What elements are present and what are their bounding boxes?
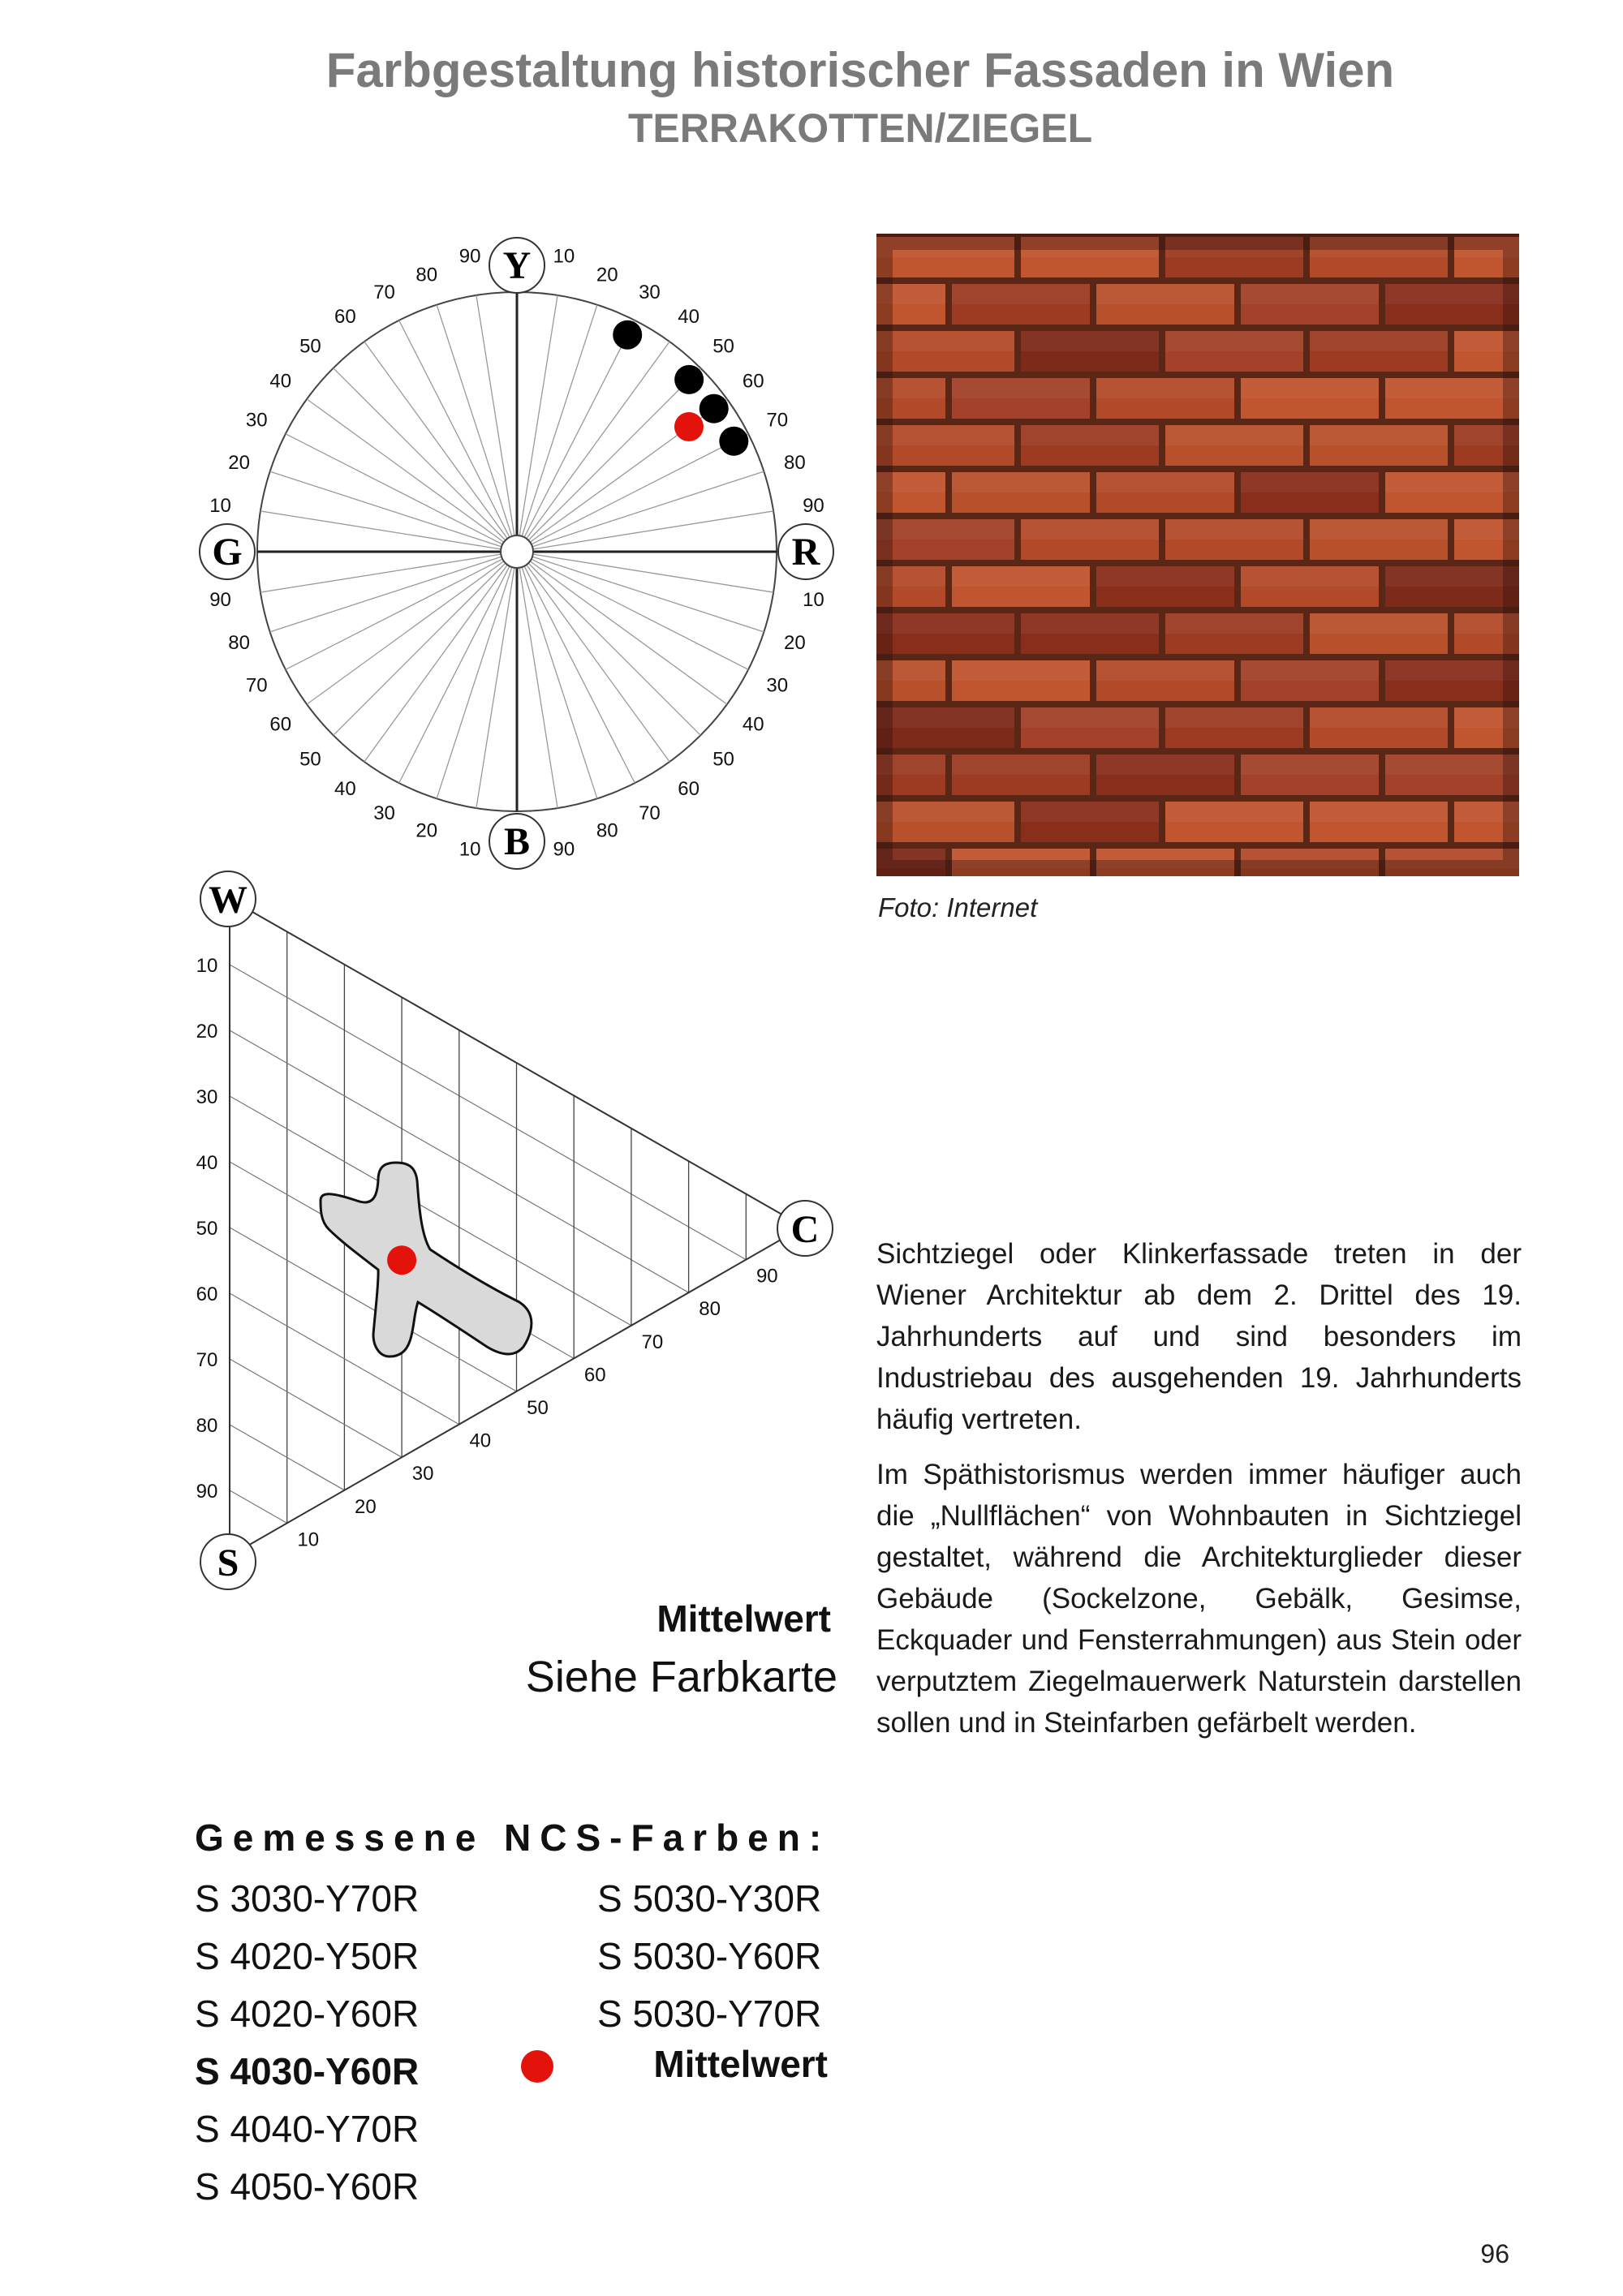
circle-spoke [260,511,501,549]
brick-highlight [876,707,1014,728]
triangle-scale-label: 10 [196,955,218,977]
ncs-code: S 4050-Y60R [195,2165,420,2208]
triangle-scale-label: 30 [196,1086,218,1108]
brick-highlight [1021,613,1159,634]
pole-b [489,814,545,869]
brick-highlight [1021,707,1159,728]
brick-highlight [876,613,1014,634]
body-text [876,1233,1522,1757]
ncs-color-circle [200,238,833,869]
ncs-code: S 5030-Y60R [597,1935,822,1977]
circle-spoke [533,554,773,592]
brick-highlight [952,472,1090,492]
brick-highlight [952,755,1090,775]
pole-w [200,871,256,927]
mean-hue-dot [674,412,704,441]
mean-legend-label: Mittelwert [653,2043,828,2085]
brick-highlight [876,331,1014,351]
triangle-scale-labels [196,955,778,1550]
brick-pattern [876,234,1519,876]
brick-highlight [1385,566,1519,587]
circle-spoke [334,368,506,540]
circle-scale-label: 50 [712,335,734,358]
brick-highlight [1310,519,1448,540]
circle-scale-label: 10 [209,495,231,518]
triangle-scale-label: 90 [756,1265,778,1288]
brick-highlight [1241,472,1379,492]
pole-r [778,524,833,579]
brick-highlight [1021,425,1159,445]
brick-highlight [1021,519,1159,540]
circle-spoke [524,566,635,783]
circle-scale-label: 60 [678,778,700,801]
brick-highlight [1021,331,1159,351]
circle-scale-label: 80 [596,819,618,842]
page-number: 96 [1480,2239,1509,2268]
circle-spoke [399,320,510,537]
circle-scale-label: 50 [299,748,321,771]
circle-scale-label: 30 [639,282,661,304]
brick-highlight [952,566,1090,587]
circle-scale-label: 10 [803,588,824,611]
ncs-code: S 5030-Y30R [597,1877,822,1920]
circle-scale-label: 80 [415,264,438,286]
brick-highlight [1385,378,1519,398]
brick-highlight [952,378,1090,398]
brick-highlight [1310,425,1448,445]
circle-scale-label: 70 [766,409,789,432]
brick-highlight [1241,284,1379,304]
brick-highlight [1165,425,1303,445]
triangle-scale-label: 40 [196,1152,218,1174]
circle-spoke [286,434,502,544]
ncs-list-right [597,1870,821,2043]
mean-sublabel: Siehe Farbkarte [525,1653,837,1701]
ncs-code: S 3030-Y70R [195,1877,420,1920]
circle-spoke [519,295,558,535]
triangle-grid-line [230,1359,402,1457]
triangle-grid-line [230,1490,287,1523]
paragraph: Sichtziegel oder Klinkerfassade treten in der Wiener Architektur ab dem 2. Drittel des 19. Jahrhunderts auf und sind besonders im Industriebau des ausgehenden 19. Jahrhunderts häufig vertreten. [876,1238,1522,1435]
triangle-scale-label: 10 [297,1529,320,1551]
mean-dot-legend [521,2050,553,2083]
brick-highlight [1096,755,1234,775]
ncs-list-title: Gemessene NCS-Farben: [195,1817,831,1859]
pole-c-label: C [790,1208,820,1251]
circle-scale-label: 70 [245,674,268,697]
circle-scale-label: 80 [784,451,806,474]
triangle-scale-label: 80 [196,1415,218,1437]
circle-spoke [334,563,506,735]
brick-highlight [876,519,1014,540]
measured-hue-dot [613,320,642,350]
pole-g-label: G [212,531,243,574]
circle-scale-label: 40 [742,713,764,736]
brick-highlight [1310,331,1448,351]
brick-highlight [952,660,1090,681]
ncs-code-mean: S 4030-Y60R [195,2050,420,2092]
pole-y-label: Y [502,244,532,287]
pole-c [777,1201,833,1256]
triangle-scale-label: 60 [196,1283,218,1305]
ncs-code: S 4020-Y60R [195,1993,420,2035]
brick-highlight [1241,378,1379,398]
triangle-scale-label: 70 [641,1331,664,1353]
circle-scale-label: 60 [269,713,292,736]
circle-scale-label: 20 [784,632,806,655]
circle-scale-label: 90 [209,588,231,611]
brick-highlight [1310,613,1448,634]
ncs-list-left [195,1870,419,2216]
brick-highlight [876,425,1014,445]
circle-spoke [528,368,700,540]
brick-highlight [1165,707,1303,728]
brick-highlight [1385,284,1519,304]
brick-highlight [1385,660,1519,681]
circle-spoke [532,434,748,544]
circle-scale-label: 80 [228,632,250,655]
mean-label: Mittelwert [657,1597,831,1640]
triangle-scale-label: 40 [469,1430,492,1452]
circle-spoke [476,295,514,535]
circle-scale-label: 90 [553,838,575,861]
pole-b-label: B [503,820,531,863]
triangle-scale-label: 20 [196,1021,218,1043]
circle-scale-label: 90 [803,495,824,518]
measured-hue-dot [674,365,704,394]
triangle-grid-line [230,965,746,1260]
photo-caption: Foto: Internet [878,892,1038,922]
circle-scale-label: 30 [245,409,268,432]
circle-scale-label: 30 [766,674,789,697]
brick-highlight [952,284,1090,304]
triangle-scale-label: 60 [583,1364,606,1387]
brick-highlight [1096,378,1234,398]
pole-s [200,1534,256,1589]
circle-center [501,535,533,568]
circle-spoke [533,511,773,549]
pole-s-label: S [217,1541,239,1584]
ncs-code: S 4020-Y50R [195,1935,420,1977]
circle-spoke [476,568,514,808]
brick-highlight [1021,802,1159,822]
circle-scale-label: 40 [678,305,700,328]
triangle-scale-label: 30 [411,1463,434,1486]
circle-scale-label: 90 [458,245,481,268]
brick-highlight [1096,566,1234,587]
brick-highlight [876,802,1014,822]
circle-scale-label: 30 [373,802,395,824]
circle-scale-label: 40 [334,778,356,801]
brick-highlight [1096,660,1234,681]
pole-w-label: W [209,879,248,922]
brick-highlight [1310,802,1448,822]
triangle-scale-label: 50 [527,1397,549,1419]
ncs-code: S 5030-Y70R [597,1993,822,2035]
triangle-scale-label: 70 [196,1349,218,1371]
brick-highlight [1096,472,1234,492]
circle-scale-label: 60 [742,370,764,393]
brick-highlight [1385,472,1519,492]
circle-spoke [528,563,700,735]
pole-y [489,238,545,293]
ncs-code: S 4040-Y70R [195,2108,420,2150]
circle-spoke [519,568,558,808]
circle-scale-label: 20 [415,819,438,842]
circle-scale-label: 20 [596,264,618,286]
circle-scale-label: 20 [228,451,250,474]
brick-highlight [1241,660,1379,681]
brick-highlight [1241,566,1379,587]
paragraph: Im Späthistorismus werden immer häufiger auch die „Nullflächen“ von Wohnbauten in Sichtziegel gestaltet, während die Architekturglieder dieser Gebäude (Sockelzone, Gebälk, Gesimse, Eckquader und Fensterrahmungen) aus Stein oder verputztem Ziegelmauerwerk Naturstein darstellen sollen und in Steinfarben gefärbelt werden. [876,1459,1522,1739]
brick-highlight [1165,613,1303,634]
circle-scale-label: 70 [373,282,395,304]
circle-spoke [524,320,635,537]
circle-scale-label: 70 [639,802,661,824]
circle-spoke [286,559,502,669]
triangle-scale-label: 20 [355,1495,377,1518]
ncs-triangle [196,871,833,1589]
measured-hue-dot [719,427,748,456]
circle-spoke [532,559,748,669]
brick-highlight [1165,519,1303,540]
circle-scale-label: 50 [712,748,734,771]
triangle-mean-dot [387,1245,416,1275]
brick-highlight [1165,802,1303,822]
page-subtitle: TERRAKOTTEN/ZIEGEL [627,105,1093,151]
measured-area [321,1163,532,1357]
triangle-scale-label: 50 [196,1218,218,1240]
page-title: Farbgestaltung historischer Fassaden in Wien [325,43,1395,97]
pole-g [200,524,255,579]
pole-r-label: R [791,531,820,574]
circle-spoke [399,566,510,783]
brick-wall-photo [876,234,1519,876]
brick-highlight [1241,755,1379,775]
triangle-scale-label: 90 [196,1481,218,1503]
triangle-scale-label: 80 [699,1298,721,1321]
circle-scale-label: 10 [553,245,575,268]
measured-hue-dot [700,394,729,424]
brick-highlight [1310,707,1448,728]
circle-scale-label: 10 [458,838,481,861]
circle-spoke [260,554,501,592]
brick-highlight [1165,331,1303,351]
brick-highlight [1096,284,1234,304]
brick-highlight [1385,755,1519,775]
circle-scale-label: 40 [269,370,292,393]
circle-scale-label: 60 [334,305,356,328]
circle-scale-label: 50 [299,335,321,358]
